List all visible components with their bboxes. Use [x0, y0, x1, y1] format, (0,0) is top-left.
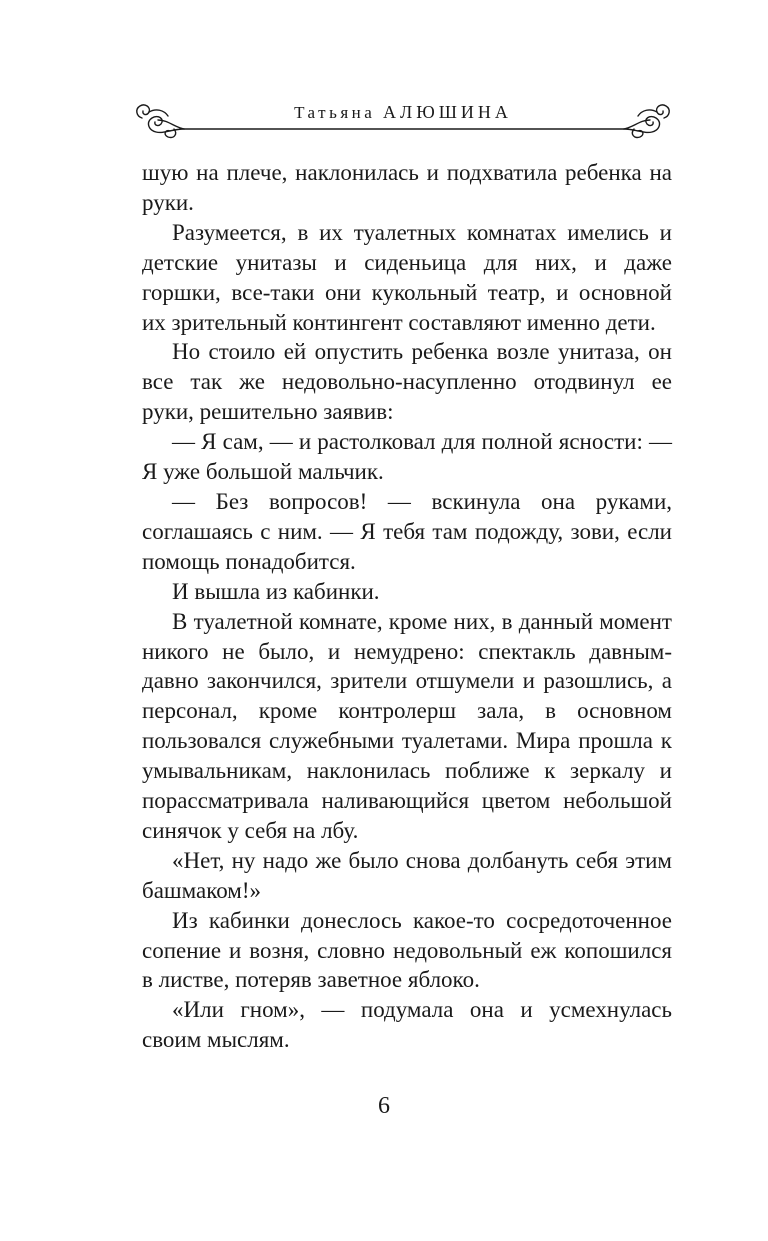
paragraph: Из кабинки донеслось какое-то сосредоточенное сопение и возня, словно недовольный еж копошился в листве, потеряв заветное яблоко. — [142, 907, 672, 993]
paragraph: Но стоило ей опустить ребенка возле унитаза, он все так же недовольно-насупленно отодвинул ее руки, решительно заявив: — [142, 339, 672, 425]
paragraph: — Без вопросов! — вскинула она руками, соглашаясь с ним. — Я тебя там подожду, зови, если помощь понадобится. — [142, 488, 672, 574]
paragraph: шую на плече, наклонилась и подхватила ребенка на руки. — [142, 160, 672, 215]
paragraph: В туалетной комнате, кроме них, в данный момент никого не было, и немудрено: спектакль давным-давно закончился, зрители отшумели и разошлись, а персонал, кроме контролерш зала, в основном пользовался служебными туалетами. Мира прошла к умывальникам, наклонилась поближе к зеркалу и порассматривала наливающийся цветом небольшой синячок у себя на лбу. — [142, 608, 672, 843]
paragraph: Разумеется, в их туалетных комнатах имелись и детские унитазы и сиденьица для них, и даже горшки, все-таки они кукольный театр, и основной их зрительный контингент составляют именно дети. — [142, 219, 672, 335]
page-number: 6 — [378, 1093, 390, 1119]
paragraph: «Или гном», — подумала она и усмехнулась своим мыслям. — [142, 997, 672, 1053]
paragraph: И вышла из кабинки. — [172, 578, 380, 604]
header-title — [134, 102, 672, 123]
running-header — [134, 96, 672, 144]
author-last-name: АЛЮШИНА — [383, 102, 512, 122]
paragraph: — Я сам, — и растолковал для полной ясности: — Я уже большой мальчик. — [142, 429, 672, 485]
body-text — [142, 158, 672, 1055]
author-first-name: Татьяна — [294, 103, 376, 122]
paragraph: «Нет, ну надо же было снова долбануть себя этим башмаком!» — [142, 847, 672, 903]
